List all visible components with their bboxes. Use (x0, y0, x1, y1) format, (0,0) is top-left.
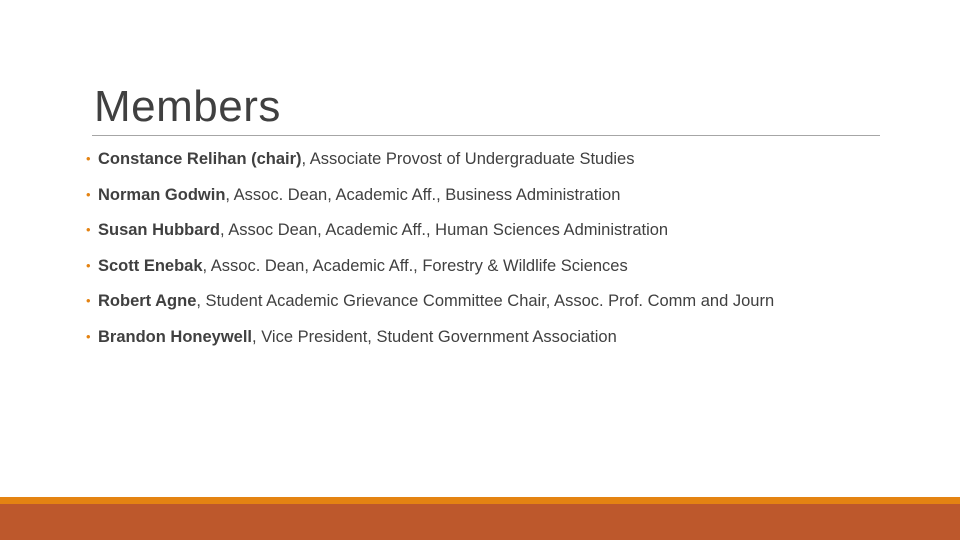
member-name: Brandon Honeywell (98, 327, 253, 346)
member-name: Norman Godwin (98, 185, 226, 204)
members-list (86, 148, 946, 362)
bullet-icon: • (86, 293, 91, 309)
member-role: , Vice President, Student Government Association (252, 327, 617, 346)
member-role: , Assoc. Dean, Academic Aff., Business Administration (225, 185, 621, 204)
bullet-icon: • (86, 151, 91, 166)
list-item (86, 326, 946, 362)
list-item (86, 255, 946, 291)
bullet-icon: • (86, 186, 91, 202)
title-divider (92, 135, 880, 136)
member-name: Robert Agne (98, 292, 197, 311)
bullet-icon: • (86, 328, 91, 344)
member-role: , Assoc Dean, Academic Aff., Human Sciences Administration (219, 221, 669, 240)
member-name: Constance Relihan (chair) (98, 150, 302, 168)
list-item (86, 219, 946, 255)
member-name: Susan Hubbard (98, 221, 220, 240)
list-item (86, 148, 946, 184)
slide-title: Members (94, 82, 281, 131)
member-role: , Student Academic Grievance Committee Chair, Assoc. Prof. Comm and Journ (196, 292, 775, 311)
bullet-icon: • (86, 257, 91, 273)
footer-accent-bar (0, 497, 960, 504)
member-role: , Assoc. Dean, Academic Aff., Forestry & Wildlife Sciences (202, 256, 628, 275)
footer-bar (0, 504, 960, 540)
list-item (86, 184, 946, 220)
bullet-icon: • (86, 222, 91, 238)
member-name: Scott Enebak (98, 256, 203, 275)
list-item (86, 290, 946, 326)
member-role: , Associate Provost of Undergraduate Studies (301, 150, 635, 168)
